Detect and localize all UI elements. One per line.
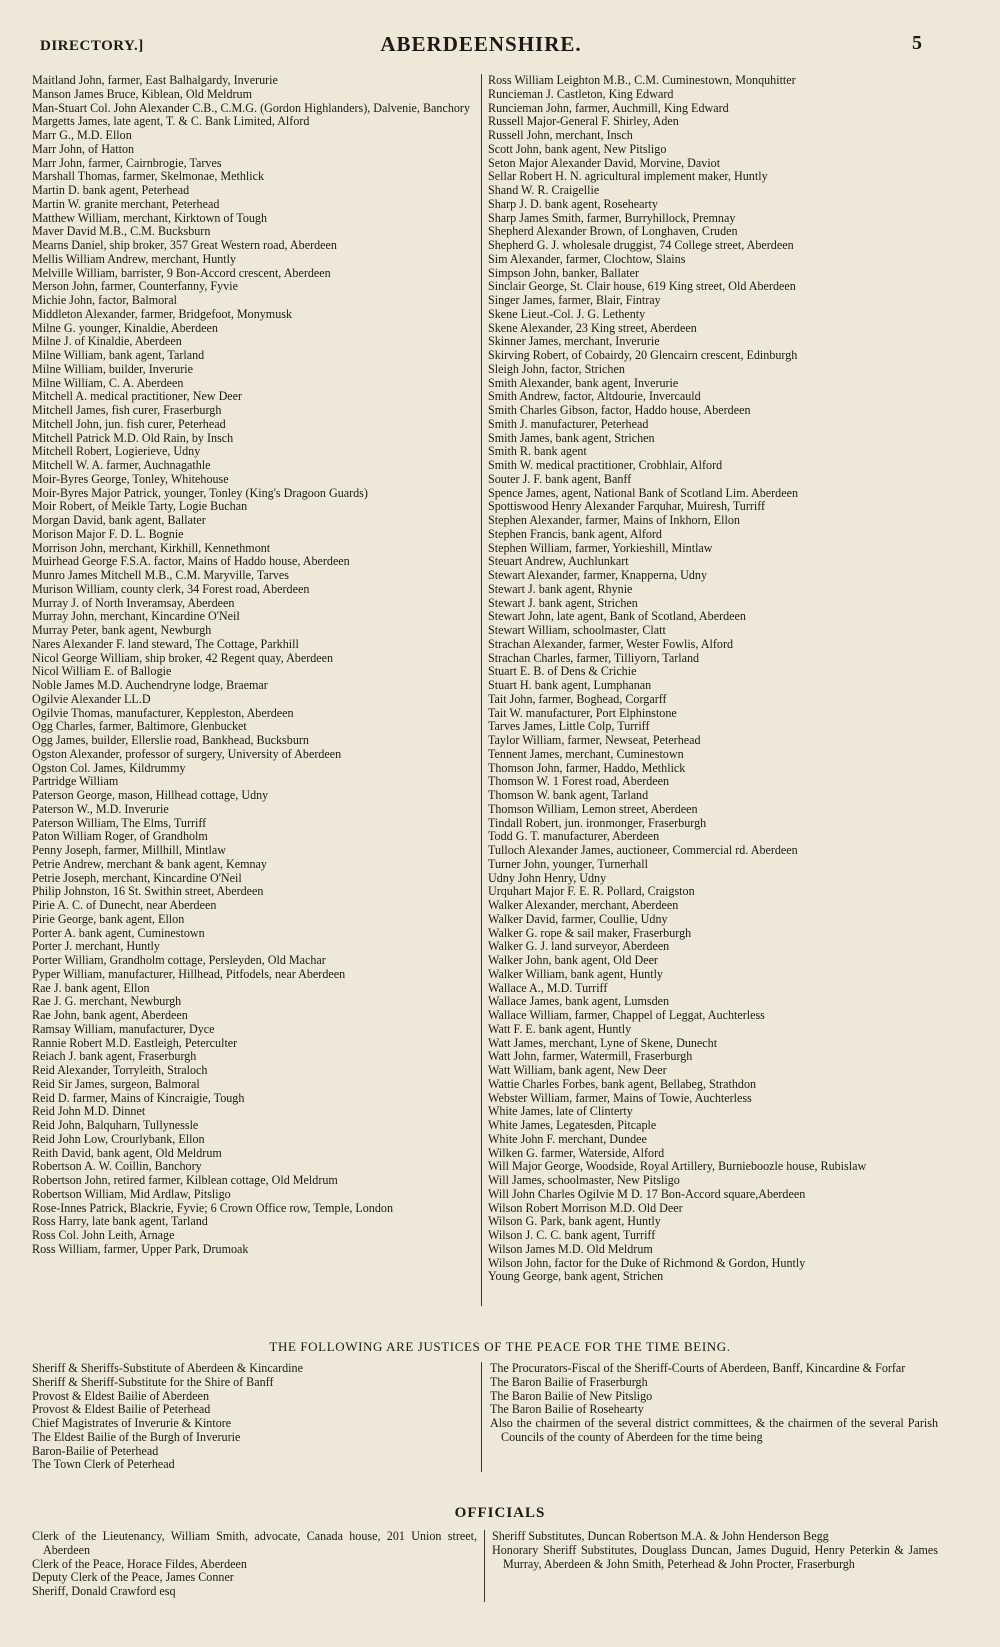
directory-entry: Murison William, county clerk, 34 Forest road, Aberdeen (32, 582, 310, 596)
directory-entry: Marr John, farmer, Cairnbrogie, Tarves (32, 156, 222, 170)
directory-entry: Ogilvie Thomas, manufacturer, Keppleston, Aberdeen (32, 706, 294, 720)
directory-entry: Watt James, merchant, Lyne of Skene, Dunecht (488, 1036, 718, 1050)
directory-entry: Rose-Innes Patrick, Blackrie, Fyvie; 6 Crown Office row, Temple, London (32, 1201, 393, 1215)
directory-entry: Penny Joseph, farmer, Millhill, Mintlaw (32, 844, 227, 857)
directory-entry: Ogston Col. James, Kildrummy (32, 761, 186, 775)
directory-entry: Pyper William, manufacturer, Hillhead, Pitfodels, near Aberdeen (32, 967, 346, 981)
directory-entry: Seton Major Alexander David, Morvine, Daviot (488, 156, 721, 170)
directory-entry: Partridge William (32, 775, 119, 789)
directory-entry: Ross William, farmer, Upper Park, Drumoak (32, 1242, 249, 1256)
directory-entry: Mearns Daniel, ship broker, 357 Great Western road, Aberdeen (32, 239, 337, 252)
directory-entry: Murray Peter, bank agent, Newburgh (32, 624, 212, 637)
directory-entry: Wilson Robert Morrison M.D. Old Deer (488, 1201, 683, 1215)
directory-entry: Skene Alexander, 23 King street, Aberdeen (488, 321, 697, 335)
directory-entry: Philip Johnston, 16 St. Swithin street, Aberdeen (32, 885, 264, 899)
directory-entry: Watt F. E. bank agent, Huntly (488, 1022, 632, 1036)
directory-entry: Simpson John, banker, Ballater (488, 266, 640, 280)
directory-entry: Singer James, farmer, Blair, Fintray (488, 294, 661, 307)
directory-entry: Wilson James M.D. Old Meldrum (488, 1242, 653, 1256)
directory-entry: Murray John, merchant, Kincardine O'Neil (32, 610, 240, 624)
directory-entry: Stephen William, farmer, Yorkieshill, Mintlaw (488, 541, 713, 555)
directory-entry: Robertson John, retired farmer, Kilblean cottage, Old Meldrum (32, 1174, 338, 1187)
directory-entry: Clerk of the Peace, Horace Fildes, Aberdeen (32, 1556, 247, 1571)
directory-entry: Robertson William, Mid Ardlaw, Pitsligo (32, 1187, 231, 1201)
directory-entry: Morgan David, bank agent, Ballater (32, 514, 206, 527)
directory-entry: Tulloch Alexander James, auctioneer, Commercial rd. Aberdeen (488, 844, 798, 857)
page-header (40, 30, 922, 60)
directory-entry: Reid John Low, Crourlybank, Ellon (32, 1132, 205, 1146)
directory-entry: Watt William, bank agent, New Deer (488, 1064, 667, 1077)
directory-entry: Tindall Robert, jun. ironmonger, Fraserburgh (488, 816, 707, 830)
directory-entry: Sheriff Substitutes, Duncan Robertson M.A. & John Henderson Begg (492, 1529, 829, 1543)
directory-entry: Wilson John, factor for the Duke of Richmond & Gordon, Huntly (488, 1256, 806, 1270)
directory-entry: Morison Major F. D. L. Bognie (32, 527, 184, 541)
directory-entry: Michie John, factor, Balmoral (32, 294, 177, 307)
directory-entry: Nares Alexander F. land steward, The Cottage, Parkhill (32, 637, 299, 651)
directory-entry: Merson John, farmer, Counterfanny, Fyvie (32, 280, 238, 294)
directory-entry: Stephen Alexander, farmer, Mains of Inkhorn, Ellon (488, 514, 740, 527)
directory-entry: Clerk of the Lieutenancy, William Smith, advocate, Canada house, 201 Union street, Aberdeen (32, 1529, 477, 1557)
directory-entry: Will James, schoolmaster, New Pitsligo (488, 1174, 680, 1187)
directory-entry: Smith W. medical practitioner, Crobhlair, Alford (488, 459, 723, 472)
directory-entry: Paterson George, mason, Hillhead cottage, Udny (32, 789, 269, 802)
directory-entry: Stuart E. B. of Dens & Crichie (488, 665, 637, 679)
directory-entry: Sheriff, Donald Crawford esq (32, 1584, 176, 1598)
directory-entry: Smith R. bank agent (488, 445, 587, 459)
directory-entry: Tait W. manufacturer, Port Elphinstone (488, 706, 677, 720)
directory-entry: Marshall Thomas, farmer, Skelmonae, Methlick (32, 170, 265, 184)
directory-entry: Will Major George, Woodside, Royal Artillery, Burnieboozle house, Rubislaw (488, 1160, 867, 1174)
directory-entry: Marr John, of Hatton (32, 142, 135, 156)
directory-entry: Walker Alexander, merchant, Aberdeen (488, 899, 679, 912)
directory-entry: Manson James Bruce, Kiblean, Old Meldrum (32, 87, 252, 101)
directory-entry: Maitland John, farmer, East Balhalgardy, Inverurie (32, 74, 278, 87)
directory-entry: Runcieman J. Castleton, King Edward (488, 87, 674, 101)
directory-entry: Ogg Charles, farmer, Baltimore, Glenbucket (32, 720, 247, 734)
directory-entry: Milne G. younger, Kinaldie, Aberdeen (32, 321, 218, 335)
directory-entry: The Procurators-Fiscal of the Sheriff-Courts of Aberdeen, Banff, Kincardine & Forfar (490, 1361, 906, 1375)
directory-entry: Thomson W. 1 Forest road, Aberdeen (488, 775, 670, 789)
directory-entry: Rannie Robert M.D. Eastleigh, Peterculter (32, 1036, 238, 1050)
directory-entry: Middleton Alexander, farmer, Bridgefoot, Monymusk (32, 307, 293, 321)
directory-entry: Wilson J. C. C. bank agent, Turriff (488, 1229, 656, 1242)
directory-entry: Ogg James, builder, Ellerslie road, Bankhead, Bucksburn (32, 734, 309, 747)
directory-entry: Smith Andrew, factor, Altdourie, Invercauld (488, 390, 701, 404)
directory-entry: Wallace James, bank agent, Lumsden (488, 995, 670, 1009)
justices-list-right (490, 1362, 938, 1445)
directory-entry: Maver David M.B., C.M. Bucksburn (32, 225, 211, 239)
directory-entry: Wallace A., M.D. Turriff (488, 981, 608, 995)
directory-entry: Reid Sir James, surgeon, Balmoral (32, 1077, 200, 1091)
directory-entry: Reid Alexander, Torryleith, Straloch (32, 1064, 208, 1077)
directory-entry: Wilson G. Park, bank agent, Huntly (488, 1215, 661, 1229)
directory-entry: Sheriff & Sheriffs-Substitute of Aberdeen & Kincardine (32, 1361, 303, 1375)
directory-entry: Melville William, barrister, 9 Bon-Accord crescent, Aberdeen (32, 266, 331, 280)
directory-entry: Deputy Clerk of the Peace, James Conner (32, 1570, 234, 1585)
directory-entry: Rae J. G. merchant, Newburgh (32, 995, 182, 1009)
directory-entry: Will John Charles Ogilvie M D. 17 Bon-Accord square,Aberdeen (488, 1187, 806, 1201)
directory-entry: Reid John, Balquharn, Tullynessle (32, 1119, 199, 1132)
directory-entry: Baron-Bailie of Peterhead (32, 1443, 159, 1458)
directory-entry: Smith Alexander, bank agent, Inverurie (488, 376, 679, 390)
directory-entry: The Town Clerk of Peterhead (32, 1457, 175, 1472)
directory-entry: Chief Magistrates of Inverurie & Kintore (32, 1416, 232, 1430)
directory-entry: Mitchell John, jun. fish curer, Peterhead (32, 417, 226, 431)
directory-entry: Strachan Charles, farmer, Tilliyorn, Tarland (488, 651, 700, 665)
directory-entry: Paterson W., M.D. Inverurie (32, 802, 169, 816)
directory-column-left (32, 74, 474, 1257)
directory-entry: Tennent James, merchant, Cuminestown (488, 747, 684, 761)
officials-list-left (32, 1530, 477, 1599)
directory-entry: Ross Harry, late bank agent, Tarland (32, 1215, 208, 1229)
directory-entry: Skirving Robert, of Cobairdy, 20 Glencairn crescent, Edinburgh (488, 349, 798, 362)
directory-entry: Moir Robert, of Meikle Tarty, Logie Buchan (32, 500, 248, 514)
directory-entry: Pirie A. C. of Dunecht, near Aberdeen (32, 899, 217, 912)
running-head: DIRECTORY.] (40, 38, 144, 54)
directory-entry: Porter William, Grandholm cottage, Persleyden, Old Machar (32, 954, 326, 967)
directory-entry: Robertson A. W. Coillin, Banchory (32, 1160, 202, 1174)
directory-entry: Muirhead George F.S.A. factor, Mains of Haddo house, Aberdeen (32, 555, 350, 569)
directory-entry: Shepherd G. J. wholesale druggist, 74 College street, Aberdeen (488, 239, 794, 252)
justices-heading: THE FOLLOWING ARE JUSTICES OF THE PEACE FOR THE TIME BEING. (269, 1339, 731, 1354)
directory-entry: Porter A. bank agent, Cuminestown (32, 926, 205, 940)
directory-entry: Mitchell W. A. farmer, Auchnagathle (32, 459, 211, 472)
directory-entry: Stewart Alexander, farmer, Knapperna, Udny (488, 569, 707, 582)
directory-entry: Webster William, farmer, Mains of Towie, Auchterless (488, 1091, 752, 1105)
directory-entry: Honorary Sheriff Substitutes, Douglass Duncan, James Duguid, Henry Peterkin & James Murray, Aberdeen & John Smith, Peterhead & John Procter, Fraserburgh (492, 1542, 938, 1571)
directory-entry: Nicol George William, ship broker, 42 Regent quay, Aberdeen (32, 651, 334, 665)
directory-entry: Walker William, bank agent, Huntly (488, 967, 663, 981)
directory-entry: Sim Alexander, farmer, Clochtow, Slains (488, 252, 686, 266)
directory-entry: Todd G. T. manufacturer, Aberdeen (488, 830, 660, 844)
directory-entry: Russell John, merchant, Insch (488, 129, 633, 142)
directory-entry: Udny John Henry, Udny (488, 871, 607, 885)
directory-entry: Smith James, bank agent, Strichen (488, 431, 655, 445)
directory-entry: Mitchell Patrick M.D. Old Rain, by Insch (32, 431, 234, 445)
directory-entry: Paton William Roger, of Grandholm (32, 830, 208, 844)
directory-entry: Moir-Byres Major Patrick, younger, Tonley (King's Dragoon Guards) (32, 486, 368, 500)
directory-entry: Ross William Leighton M.B., C.M. Cuminestown, Monquhitter (488, 74, 796, 87)
directory-entry: Tait John, farmer, Boghead, Corgarff (488, 692, 667, 706)
directory-entry: Pirie George, bank agent, Ellon (32, 912, 185, 926)
column-divider (481, 74, 482, 1306)
directory-entry: Stuart H. bank agent, Lumphanan (488, 679, 652, 692)
page-number: 5 (912, 32, 922, 54)
directory-entry: Tarves James, Little Colp, Turriff (488, 720, 650, 734)
officials-heading: OFFICIALS (454, 1505, 546, 1521)
directory-entry: Urquhart Major F. E. R. Pollard, Craigston (488, 885, 695, 899)
directory-entry: Rae J. bank agent, Ellon (32, 981, 150, 995)
directory-entry: Turner John, younger, Turnerhall (488, 857, 648, 871)
directory-entry: White John F. merchant, Dundee (488, 1132, 647, 1146)
directory-entry: Mitchell Robert, Logierieve, Udny (32, 445, 201, 459)
directory-column-right (488, 74, 940, 1284)
directory-entry: Scott John, bank agent, New Pitsligo (488, 142, 667, 156)
directory-entry: Souter J. F. bank agent, Banff (488, 472, 632, 486)
directory-entry: Young George, bank agent, Strichen (488, 1270, 664, 1284)
directory-entry: Morrison John, merchant, Kirkhill, Kennethmont (32, 541, 271, 555)
directory-entry: Stewart J. bank agent, Rhynie (488, 582, 633, 596)
directory-entry: Rae John, bank agent, Aberdeen (32, 1009, 188, 1022)
directory-entry: Sheriff & Sheriff-Substitute for the Shire of Banff (32, 1374, 274, 1389)
directory-entry: Runcieman John, farmer, Auchmill, King Edward (488, 101, 729, 115)
directory-entry: Reiach J. bank agent, Fraserburgh (32, 1050, 197, 1064)
page-title: ABERDEENSHIRE. (380, 32, 582, 56)
justices-list-left (32, 1362, 462, 1472)
directory-entry: Stewart William, schoolmaster, Clatt (488, 624, 666, 637)
directory-entry: Ogilvie Alexander LL.D (32, 692, 151, 706)
directory-entry: The Baron Bailie of Rosehearty (490, 1402, 644, 1417)
directory-entry: Paterson William, The Elms, Turriff (32, 816, 207, 830)
directory-entry: Petrie Andrew, merchant & bank agent, Kemnay (32, 857, 267, 871)
directory-entry: Thomson W. bank agent, Tarland (488, 789, 649, 802)
directory-entry: Provost & Eldest Bailie of Peterhead (32, 1402, 211, 1417)
directory-entry: The Baron Bailie of Fraserburgh (490, 1374, 648, 1389)
directory-entry: Walker John, bank agent, Old Deer (488, 954, 658, 967)
directory-entry: Matthew William, merchant, Kirktown of Tough (32, 211, 268, 225)
directory-entry: Nicol William E. of Ballogie (32, 665, 172, 679)
officials-divider (484, 1530, 485, 1602)
directory-entry: Mellis William Andrew, merchant, Huntly (32, 252, 237, 266)
directory-entry: Ross Col. John Leith, Arnage (32, 1229, 175, 1242)
directory-entry: Walker G. rope & sail maker, Fraserburgh (488, 926, 692, 940)
directory-entry: Strachan Alexander, farmer, Wester Fowlis, Alford (488, 637, 734, 651)
directory-entry: Mitchell James, fish curer, Fraserburgh (32, 404, 222, 417)
directory-entry: Steuart Andrew, Auchlunkart (488, 555, 629, 569)
directory-entry: White James, Legatesden, Pitcaple (488, 1119, 657, 1132)
directory-entry: Milne William, builder, Inverurie (32, 362, 194, 376)
directory-entry: Murray J. of North Inveramsay, Aberdeen (32, 596, 235, 610)
directory-entry: Munro James Mitchell M.B., C.M. Maryville, Tarves (32, 569, 289, 582)
justices-divider (481, 1362, 482, 1472)
directory-entry: Shepherd Alexander Brown, of Longhaven, Cruden (488, 225, 738, 239)
directory-entry: Stewart J. bank agent, Strichen (488, 596, 638, 610)
directory-entry: Margetts James, late agent, T. & C. Bank Limited, Alford (32, 115, 310, 129)
directory-entry: Taylor William, farmer, Newseat, Peterhead (488, 734, 701, 747)
directory-entry: Stewart John, late agent, Bank of Scotland, Aberdeen (488, 610, 746, 624)
directory-entry: Sharp J. D. bank agent, Rosehearty (488, 197, 658, 211)
directory-entry: Porter J. merchant, Huntly (32, 940, 160, 954)
directory-entry: Thomson William, Lemon street, Aberdeen (488, 802, 698, 816)
directory-entry: Walker G. J. land surveyor, Aberdeen (488, 940, 670, 954)
directory-entry: White James, late of Clinterty (488, 1105, 633, 1119)
directory-entry: Petrie Joseph, merchant, Kincardine O'Neil (32, 871, 242, 885)
officials-list-right (492, 1530, 938, 1571)
directory-entry: Marr G., M.D. Ellon (32, 129, 132, 142)
directory-entry: Sellar Robert H. N. agricultural implement maker, Huntly (488, 170, 768, 184)
directory-entry: Smith Charles Gibson, factor, Haddo house, Aberdeen (488, 404, 751, 417)
directory-entry: Stephen Francis, bank agent, Alford (488, 527, 662, 541)
directory-entry: Milne William, bank agent, Tarland (32, 349, 205, 362)
directory-entry: Skinner James, merchant, Inverurie (488, 335, 660, 349)
directory-entry: Thomson John, farmer, Haddo, Methlick (488, 761, 686, 775)
directory-entry: Milne William, C. A. Aberdeen (32, 376, 184, 390)
directory-entry: Mitchell A. medical practitioner, New Deer (32, 390, 243, 404)
directory-entry: Wilken G. farmer, Waterside, Alford (488, 1146, 665, 1160)
directory-entry: Ramsay William, manufacturer, Dyce (32, 1022, 215, 1036)
directory-entry: Walker David, farmer, Coullie, Udny (488, 912, 668, 926)
directory-entry: Also the chairmen of the several district committees, & the chairmen of the several Parish Councils of the county of Aberdeen for the time being (490, 1416, 938, 1444)
directory-entry: Skene Lieut.-Col. J. G. Lethenty (488, 307, 646, 321)
directory-entry: Reith David, bank agent, Old Meldrum (32, 1146, 222, 1160)
directory-entry: Martin D. bank agent, Peterhead (32, 184, 190, 197)
directory-entry: Sinclair George, St. Clair house, 619 King street, Old Aberdeen (488, 280, 796, 294)
directory-entry: Moir-Byres George, Tonley, Whitehouse (32, 472, 229, 486)
directory-entry: Provost & Eldest Bailie of Aberdeen (32, 1388, 210, 1403)
directory-entry: Wallace William, farmer, Chappel of Leggat, Auchterless (488, 1009, 765, 1022)
directory-entry: Spottiswood Henry Alexander Farquhar, Muiresh, Turriff (488, 500, 766, 514)
directory-entry: Ogston Alexander, professor of surgery, University of Aberdeen (32, 747, 342, 761)
directory-entry: Sleigh John, factor, Strichen (488, 362, 625, 376)
directory-entry: Reid D. farmer, Mains of Kincraigie, Tough (32, 1091, 245, 1105)
directory-entry: Man-Stuart Col. John Alexander C.B., C.M.G. (Gordon Highlanders), Dalvenie, Banchory (32, 101, 470, 115)
directory-entry: Reid John M.D. Dinnet (32, 1105, 146, 1119)
directory-entry: Watt John, farmer, Watermill, Fraserburgh (488, 1050, 693, 1064)
directory-entry: Milne J. of Kinaldie, Aberdeen (32, 335, 182, 349)
directory-entry: Russell Major-General F. Shirley, Aden (488, 115, 679, 129)
directory-entry: The Eldest Bailie of the Burgh of Inverurie (32, 1429, 241, 1444)
directory-entry: Sharp James Smith, farmer, Burryhillock, Premnay (488, 211, 736, 225)
directory-entry: Wattie Charles Forbes, bank agent, Bellabeg, Strathdon (488, 1077, 757, 1091)
directory-entry: Martin W. granite merchant, Peterhead (32, 197, 220, 211)
directory-entry: Spence James, agent, National Bank of Scotland Lim. Aberdeen (488, 486, 798, 500)
directory-entry: Shand W. R. Craigellie (488, 184, 600, 197)
directory-entry: The Baron Bailie of New Pitsligo (490, 1388, 653, 1403)
directory-entry: Noble James M.D. Auchendryne lodge, Braemar (32, 679, 268, 692)
directory-entry: Smith J. manufacturer, Peterhead (488, 417, 649, 431)
